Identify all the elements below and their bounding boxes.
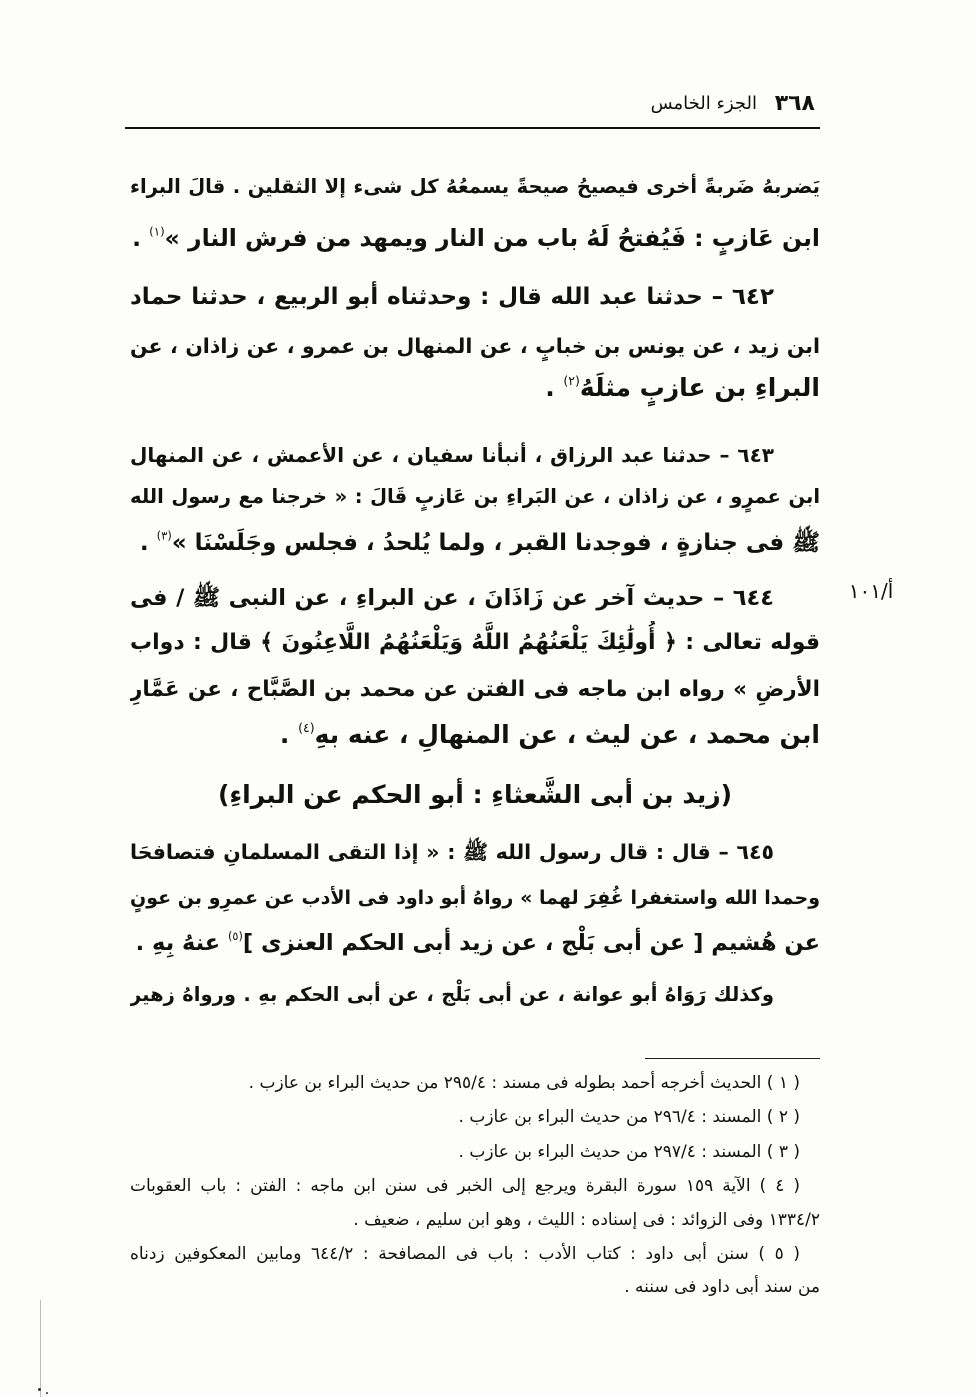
- footnote-ref: (١): [149, 224, 165, 239]
- line-text: يَضربهُ ضَربةً أخرى فيصيحُ صيحةً يسمعُهُ كل شىء إلا الثقلين . قالَ البراء: [130, 175, 820, 198]
- line-tail: .: [139, 530, 157, 556]
- line-text: ٦٤٣ – حدثنا عبد الرزاق ، أنبأنا سفيان ، عن الأعمش ، عن المنهال: [130, 443, 774, 467]
- line-text: وحمدا الله واستغفرا غُفِرَ لهما » رواهُ أبو داود فى الأدب عن عمرِو بن عونٍ: [130, 887, 820, 909]
- line-text: الأرضِ » رواه ابن ماجه فى الفتن عن محمد بن الصَّبَّاح ، عن عَمَّارِ: [130, 677, 820, 702]
- footnote-ref: (٤): [298, 719, 315, 735]
- hadith-642-line: [130, 275, 820, 319]
- section-heading: (زيد بن أبى الشَّعثاءِ : أبو الحكم عن البراءِ): [217, 780, 733, 809]
- footnote-ref: (٢): [563, 372, 580, 388]
- line-tail: عنهُ بِهِ .: [135, 930, 229, 956]
- hadith-644-line: [130, 713, 820, 757]
- footnote-1: ( ١ ) الحديث أخرجه أحمد بطوله فى مسند : ٢٩٥/٤ من حديث البراء بن عازب .: [248, 1073, 800, 1093]
- footnote-4: ( ٤ ) الآية ١٥٩ سورة البقرة ويرجع إلى الخبر فى سنن ابن ماجه : الفتن : باب العقوبات: [130, 1176, 801, 1196]
- line-text: ﷺ فى جنازةٍ ، فوجدنا القبر ، ولما يُلحدُ ، فجلس وجَلَسْنَا »: [171, 530, 820, 556]
- page-number: ٣٦٨: [774, 91, 815, 116]
- hadith-644-line: [130, 668, 820, 712]
- line-text: ٦٤٢ – حدثنا عبد الله قال : وحدثناه أبو الربيع ، حدثنا حماد: [130, 284, 774, 310]
- line-text: ٦٤٥ – قال : قال رسول الله ﷺ : « إذا التقى المسلمانِ فتصافحَا: [130, 840, 774, 864]
- body-line: [130, 216, 820, 260]
- line-tail: .: [132, 224, 150, 252]
- footnote-3: ( ٣ ) المسند : ٢٩٧/٤ من حديث البراء بن عازب .: [458, 1142, 800, 1162]
- body-line: [130, 165, 820, 209]
- line-tail: .: [279, 720, 299, 749]
- line-text: ابن عَازبٍ : فَيُفتحُ لَهُ باب من النار ويمهد من فرش النار »: [164, 224, 820, 252]
- line-text: وكذلك رَوَاهُ أبو عوانة ، عن أبى بَلْج ، عن أبى الحكم بهِ . ورواهُ زهير: [130, 983, 774, 1006]
- hadith-642-line: [130, 366, 820, 410]
- hadith-645-line: [130, 921, 820, 965]
- hadith-643-line: [130, 433, 820, 477]
- running-title: الجزء الخامس: [650, 93, 757, 114]
- line-text: ابن زيد ، عن يونس بن خبابٍ ، عن المنهال بن عمرو ، عن زاذان ، عن: [130, 334, 820, 358]
- hadith-645-line: [130, 876, 820, 920]
- line-text: ابن محمد ، عن ليث ، عن المنهالِ ، عنه بهِ: [314, 720, 820, 749]
- scan-speck: [38, 1388, 41, 1391]
- line-text: ابن عمرٍو ، عن زاذان ، عن البَراءِ بن عَازبٍ قَالَ : « خرجنا مع رسول الله: [130, 485, 820, 508]
- line-text: عن هُشيم [ عن أبى بَلْج ، عن زيد أبى الحكم العنزى ]: [242, 930, 820, 956]
- footnote-5-continued: من سند أبى داود فى سننه .: [624, 1277, 820, 1297]
- hadith-644-line: [130, 576, 820, 620]
- scan-speck: [46, 1392, 48, 1394]
- header-rule: [125, 127, 820, 129]
- hadith-642-line: [130, 324, 820, 368]
- manuscript-folio-note: أ/١٠١: [848, 579, 894, 603]
- footnote-ref: (٥): [228, 929, 243, 943]
- hadith-643-line: [130, 475, 820, 519]
- line-text: قوله تعالى : ﴿ أُولَٰئِكَ يَلْعَنُهُمُ اللَّهُ وَيَلْعَنُهُمُ اللَّاعِنُونَ ﴾ قال : دواب: [130, 630, 820, 655]
- line-text: البراءِ بن عازبٍ مثلَهُ: [579, 373, 820, 402]
- footnote-ref: (٣): [156, 528, 172, 543]
- hadith-643-line: [130, 521, 820, 565]
- scan-edge-artifact: [40, 1300, 41, 1397]
- footnote-4-continued: ١٣٣٤/٢ وفى الزوائد : فى إسناده : الليث ، وهو ابن سليم ، ضعيف .: [353, 1210, 820, 1230]
- hadith-644-line: [130, 621, 820, 665]
- hadith-645-line: [130, 830, 820, 874]
- line-tail: .: [545, 373, 564, 402]
- footnote-2: ( ٢ ) المسند : ٢٩٦/٤ من حديث البراء بن عازب .: [458, 1107, 800, 1127]
- footnote-separator: [645, 1058, 820, 1059]
- body-line: [130, 973, 820, 1017]
- footnote-5: ( ٥ ) سنن أبى داود : كتاب الأدب : باب فى المصافحة : ٦٤٤/٢ ومابين المعكوفين زدناه: [130, 1244, 800, 1264]
- line-text: ٦٤٤ – حديث آخر عن زَاذَانَ ، عن البراءِ ، عن النبى ﷺ / فى: [130, 585, 774, 611]
